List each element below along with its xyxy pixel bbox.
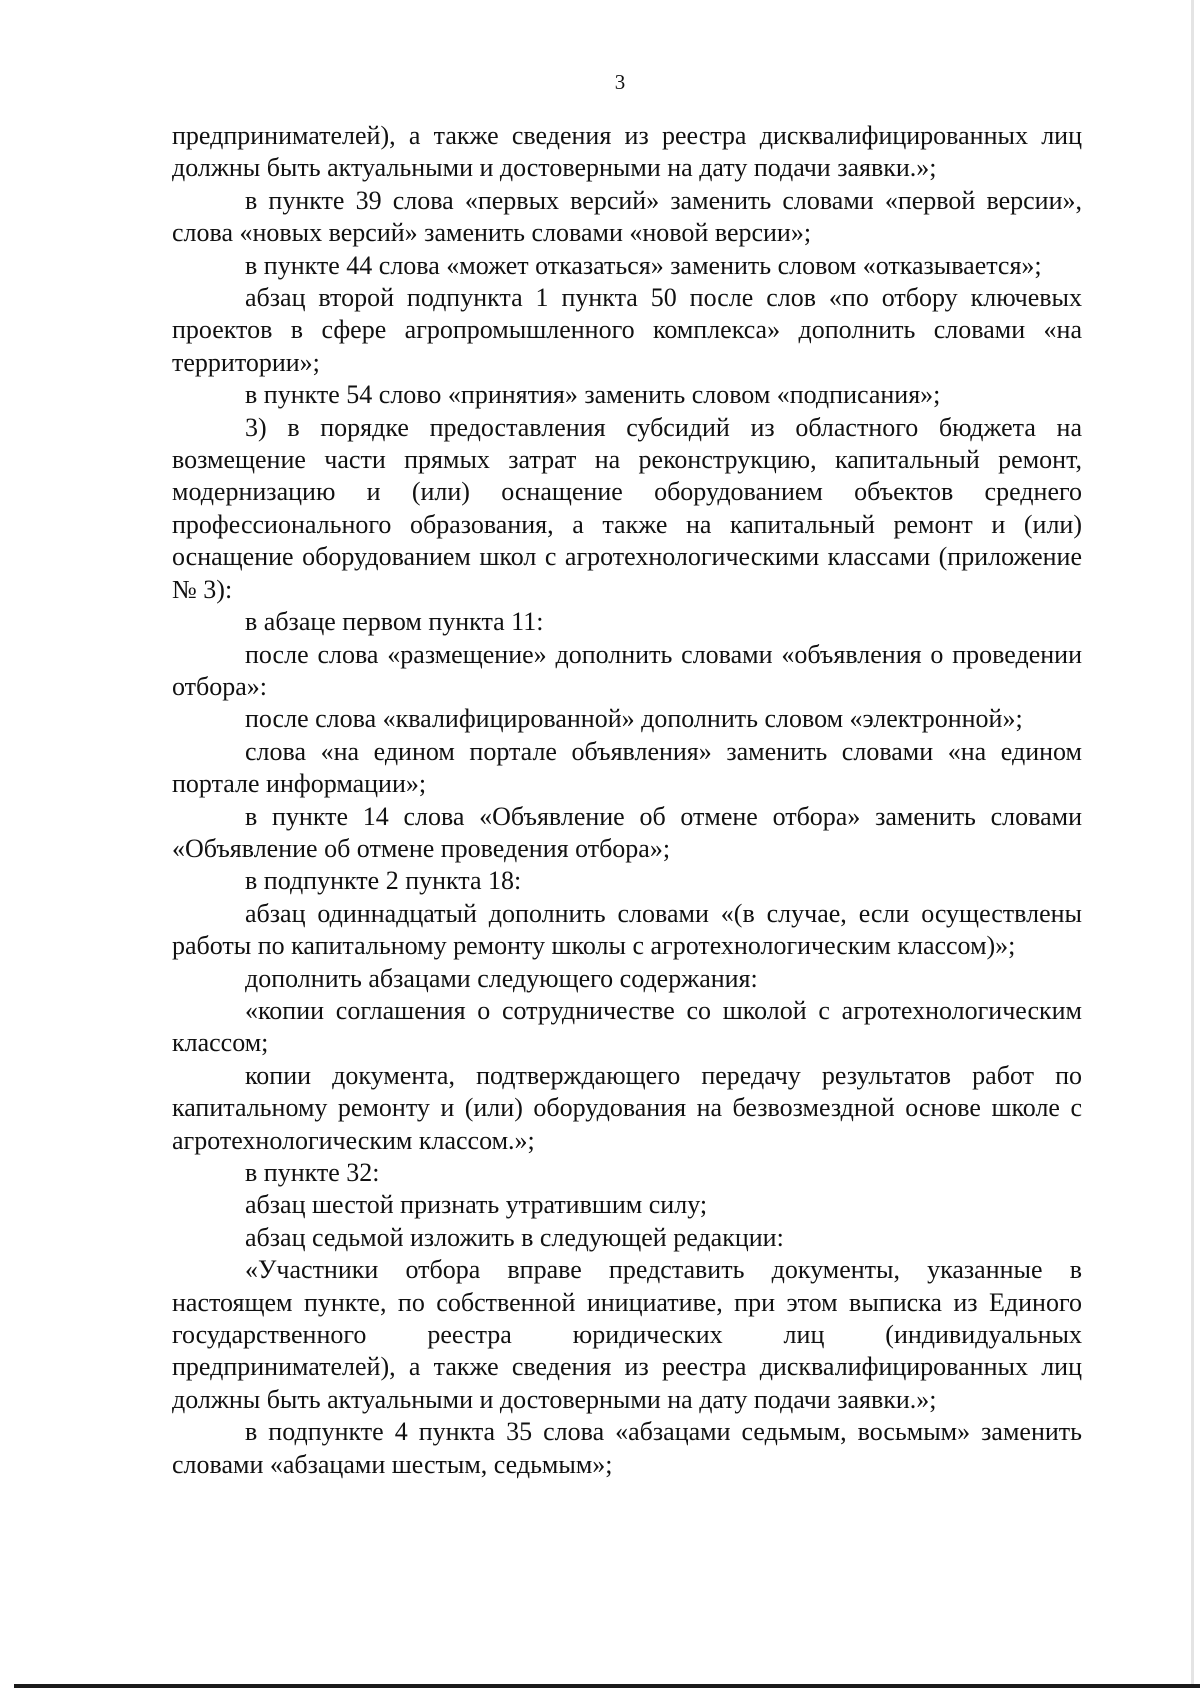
paragraph: в пункте 14 слова «Объявление об отмене отбора» заменить словами «Объявление об отмене проведения отбора»; (172, 801, 1082, 863)
paragraph: слова «на едином портале объявления» заменить словами «на едином портале информации»; (172, 736, 1082, 799)
paragraph: 3) в порядке предоставления субсидий из областного бюджета на возмещение части прямых затрат на реконструкцию, капитальный ремонт, модернизацию и (или) оснащение оборудованием объектов среднего профессионального образования, а также на капитальный ремонт и (или) оснащение оборудованием школ с агротехнологическими классами (приложение № 3): (172, 412, 1082, 604)
paragraph: абзац второй подпункта 1 пункта 50 после слов «по отбору ключевых проектов в сфере агропромышленного комплекса» дополнить словами «на территории»; (172, 283, 1082, 377)
body-text (172, 120, 1082, 1481)
paragraph: после слова «размещение» дополнить словами «объявления о проведении отбора»: (172, 639, 1082, 701)
paragraph: предпринимателей), а также сведения из реестра дисквалифицированных лиц должны быть актуальными и достоверными на дату подачи заявки.»; (172, 121, 1082, 183)
paragraph: абзац седьмой изложить в следующей редакции: (245, 1222, 784, 1252)
paragraph: «копии соглашения о сотрудничестве со школой с агротехнологическим классом; (172, 995, 1082, 1058)
scan-bottom-border (14, 1684, 1200, 1688)
paragraph: абзац одиннадцатый дополнить словами «(в случае, если осуществлены работы по капитальному ремонту школы с агротехнологическим классом)»; (172, 898, 1082, 961)
scan-edge-line (1191, 0, 1194, 1688)
paragraph: дополнить абзацами следующего содержания: (245, 963, 758, 993)
paragraph: в пункте 44 слова «может отказаться» заменить словом «отказывается»; (245, 250, 1042, 280)
paragraph: в подпункте 2 пункта 18: (245, 866, 522, 896)
paragraph: в подпункте 4 пункта 35 слова «абзацами седьмым, восьмым» заменить словами «абзацами шестым, седьмым»; (172, 1417, 1082, 1479)
paragraph: «Участники отбора вправе представить документы, указанные в настоящем пункте, по собственной инициативе, при этом выписка из Единого государственного реестра юридических лиц (индивидуальных предпринимателей), а также сведения из реестра дисквалифицированных лиц должны быть актуальными и достоверными на дату подачи заявки.»; (172, 1255, 1082, 1414)
paragraph: копии документа, подтверждающего передачу результатов работ по капитальному ремонту и (или) оборудования на безвозмездной основе школе с агротехнологическим классом.»; (172, 1060, 1082, 1155)
paragraph: после слова «квалифицированной» дополнить словом «электронной»; (245, 704, 1023, 734)
paragraph: в пункте 39 слова «первых версий» заменить словами «первой версии», слова «новых версий» заменить словами «новой версии»; (172, 185, 1082, 248)
paragraph: в пункте 54 слово «принятия» заменить словом «подписания»; (245, 380, 941, 410)
page-number: 3 (614, 70, 626, 94)
paragraph: абзац шестой признать утратившим силу; (245, 1190, 708, 1220)
paragraph: в абзаце первом пункта 11: (245, 607, 544, 637)
paragraph: в пункте 32: (245, 1158, 380, 1187)
